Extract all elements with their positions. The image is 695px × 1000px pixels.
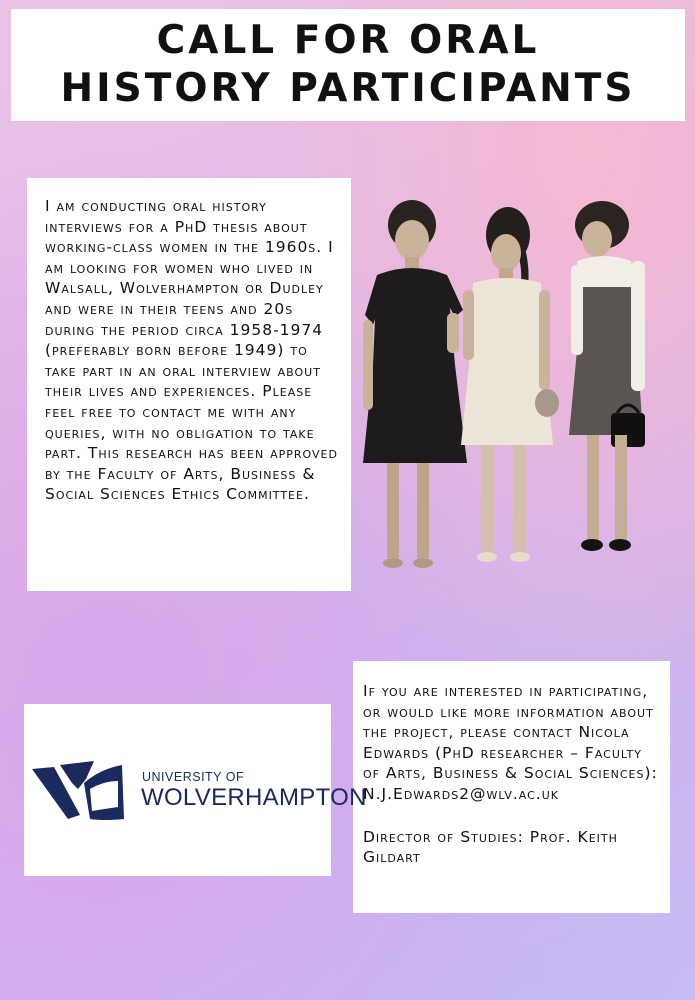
logo-text-line-1: UNIVERSITY OF [142, 770, 245, 784]
woman-left-figure [363, 200, 467, 568]
university-logo-box [24, 704, 367, 876]
intro-text: I am conducting oral history interviews for a PhD thesis about working-class women in the 1960s. I am looking for women who lived in Walsall, Wolverhampton or Dudley and were in their teens and 20s during the period circa 1958-1974 (preferably born before 1949) to take part in an oral interview about their lives and experiences. Please feel free to contact me with any queries, with no obligation to take part. This research has been approved by the Faculty of Arts, Business & Social Sciences Ethics Committee. [45, 197, 338, 504]
director-of-studies: Director of Studies: Prof. Keith Gildart [363, 827, 618, 867]
title-line-2: HISTORY PARTICIPANTS [60, 66, 636, 111]
intro-text-box [27, 178, 351, 591]
title-banner [11, 9, 685, 121]
logo-text-line-2: WOLVERHAMPTON [141, 784, 367, 811]
woman-right-figure [569, 201, 645, 551]
university-logo-icon [32, 759, 132, 823]
contact-info-box [353, 661, 670, 913]
contact-text: If you are interested in participating, or would like more information about the project, please contact Nicola Edwards (PhD researcher – Faculty of Arts, Business & Social Sciences): N.J.Edwards2@wlv.ac.uk [363, 682, 658, 803]
vintage-photo-three-women [355, 195, 658, 575]
woman-middle-figure [461, 207, 559, 562]
title-line-1: CALL FOR ORAL [156, 18, 540, 63]
